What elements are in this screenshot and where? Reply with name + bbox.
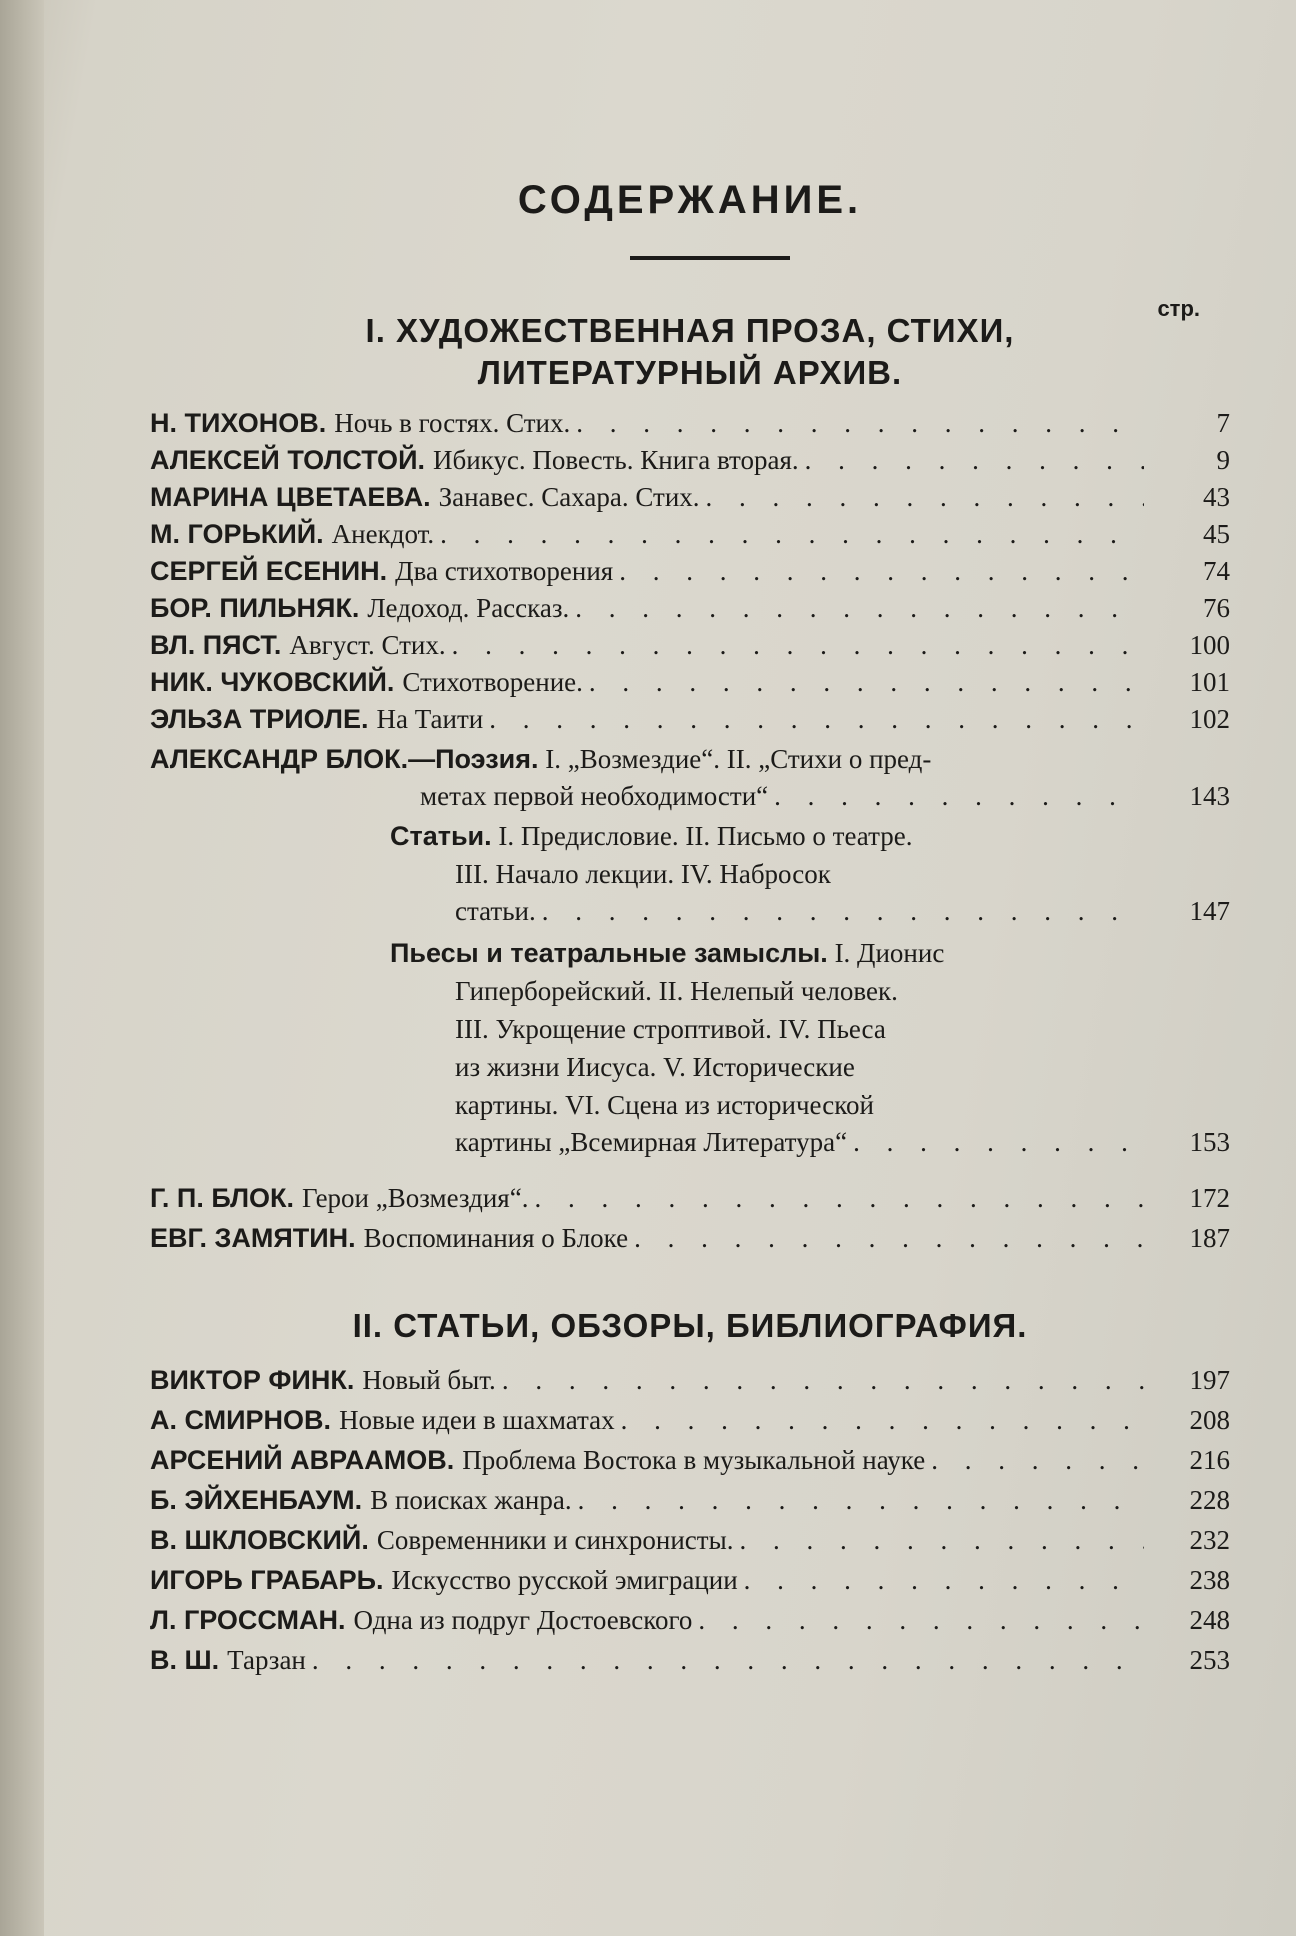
blok-poetry-line2: метах первой необходимости“ [420, 781, 769, 811]
toc-entry [150, 405, 1230, 442]
entry-page: 45 [1203, 519, 1230, 549]
entry-author: Б. ЭЙХЕНБАУМ. [150, 1485, 363, 1515]
blok-articles-line1: I. Предисловие. II. Письмо о театре. [498, 821, 913, 851]
blok-poetry-label: —Поэзия. [408, 744, 539, 774]
blok-plays [390, 934, 1080, 972]
entry-author: МАРИНА ЦВЕТАЕВА. [150, 482, 431, 512]
entry-author: СЕРГЕЙ ЕСЕНИН. [150, 556, 388, 586]
blok-articles-line3-row [455, 893, 1230, 930]
entry-author: ЭЛЬЗА ТРИОЛЕ. [150, 704, 369, 734]
entry-page: 74 [1203, 556, 1230, 586]
blok-articles-line3: статьи. [455, 896, 536, 926]
entry-author: ВИКТОР ФИНК. [150, 1365, 355, 1395]
dot-leader [805, 442, 1144, 479]
blok-articles-page: 147 [1189, 896, 1230, 926]
entry-author: В. ШКЛОВСКИЙ. [150, 1525, 369, 1555]
entry-title: Ибикус. Повесть. Книга вторая. [432, 445, 799, 475]
toc-entry [150, 627, 1230, 664]
entry-title: Анекдот. [331, 519, 435, 549]
entry-page: 232 [1189, 1525, 1230, 1555]
toc-entry [150, 1560, 1230, 1600]
dot-leader [440, 516, 1144, 553]
blok-plays-line6-row [455, 1124, 1230, 1161]
entry-title: В поисках жанра. [370, 1485, 572, 1515]
entry-page: 76 [1203, 593, 1230, 623]
toc-entry [150, 1360, 1230, 1400]
dot-leader [774, 778, 1144, 815]
entry-author: АРСЕНИЙ АВРААМОВ. [150, 1445, 455, 1475]
toc-entry [150, 590, 1230, 627]
blok-articles [390, 817, 1080, 855]
toc-entry [150, 664, 1230, 701]
blok-articles-line2: III. Начало лекции. IV. Набросок [455, 859, 831, 889]
toc-entry [150, 1400, 1230, 1440]
dot-leader [739, 1520, 1144, 1560]
section2-title: II. СТАТЬИ, ОБЗОРЫ, БИБЛИОГРАФИЯ. [352, 1307, 1028, 1344]
blok-entry [150, 740, 1230, 1161]
entry-title: На Таити [376, 704, 484, 734]
dot-leader [634, 1218, 1144, 1258]
entry-page: 43 [1203, 482, 1230, 512]
blok-plays-line6: картины „Всемирная Литература“ [455, 1127, 848, 1157]
blok-articles-label: Статьи. [390, 821, 492, 851]
section1-title-line2: ЛИТЕРАТУРНЫЙ АРХИВ. [477, 354, 903, 391]
dot-leader [589, 664, 1144, 701]
section1-entries-after [150, 1178, 1230, 1258]
toc-entry [150, 1440, 1230, 1480]
entry-page: 253 [1189, 1645, 1230, 1675]
entry-page: 9 [1216, 445, 1230, 475]
entry-author: БОР. ПИЛЬНЯК. [150, 593, 360, 623]
entry-page: 102 [1189, 704, 1230, 734]
blok-plays-line2: Гиперборейский. II. Нелепый человек. [455, 976, 898, 1006]
dot-leader [853, 1124, 1144, 1161]
entry-page: 101 [1189, 667, 1230, 697]
blok-plays-line5: картины. VI. Сцена из исторической [455, 1090, 874, 1120]
blok-plays-line3: III. Укрощение строптивой. IV. Пьеса [455, 1014, 886, 1044]
entry-title: Одна из подруг Достоевского [353, 1605, 693, 1635]
entry-author: М. ГОРЬКИЙ. [150, 519, 324, 549]
blok-plays-page: 153 [1189, 1127, 1230, 1157]
entry-title: Воспоминания о Блоке [363, 1223, 629, 1253]
dot-leader [931, 1440, 1144, 1480]
toc-entry [150, 1520, 1230, 1560]
dot-leader [706, 479, 1144, 516]
entry-title: Герои „Возмездия“. [302, 1183, 529, 1213]
dot-leader [578, 1480, 1144, 1520]
section1-title [150, 310, 1230, 394]
section2-entries [150, 1360, 1230, 1680]
entry-author: Г. П. БЛОК. [150, 1183, 295, 1213]
page-column-label: стр. [1157, 296, 1200, 321]
dot-leader [542, 893, 1144, 930]
entry-author: В. Ш. [150, 1645, 220, 1675]
blok-poetry-page: 143 [1189, 781, 1230, 811]
blok-author: АЛЕКСАНДР БЛОК. [150, 744, 409, 774]
entry-title: Ночь в гостях. Стих. [334, 408, 571, 438]
entry-author: А. СМИРНОВ. [150, 1405, 332, 1435]
entry-title: Два стихотворения [395, 556, 614, 586]
entry-page: 187 [1189, 1223, 1230, 1253]
entry-page: 208 [1189, 1405, 1230, 1435]
entry-title: Проблема Востока в музыкальной науке [462, 1445, 926, 1475]
entry-page: 197 [1189, 1365, 1230, 1395]
toc-entry [150, 553, 1230, 590]
entry-page: 172 [1189, 1183, 1230, 1213]
toc-entry [150, 1178, 1230, 1218]
entry-page: 100 [1189, 630, 1230, 660]
entry-author: НИК. ЧУКОВСКИЙ. [150, 667, 395, 697]
section1-entries [150, 405, 1230, 738]
blok-poetry [150, 740, 1080, 778]
page-heading: СОДЕРЖАНИЕ. [517, 178, 863, 222]
dot-leader [489, 701, 1144, 738]
dot-leader [452, 627, 1144, 664]
entry-title: Искусство русской эмиграции [391, 1565, 738, 1595]
heading-rule [630, 256, 790, 260]
dot-leader [619, 553, 1144, 590]
dot-leader [576, 405, 1144, 442]
entry-page: 216 [1189, 1445, 1230, 1475]
entry-title: Стихотворение. [402, 667, 583, 697]
toc-entry [150, 1600, 1230, 1640]
toc-entry [150, 1218, 1230, 1258]
dot-leader [698, 1600, 1144, 1640]
toc-entry [150, 442, 1230, 479]
dot-leader [502, 1360, 1144, 1400]
page-binding-edge [0, 0, 44, 1936]
blok-plays-label: Пьесы и театральные замыслы. [390, 938, 828, 968]
entry-author: Л. ГРОССМАН. [150, 1605, 346, 1635]
toc-entry [150, 1480, 1230, 1520]
toc-entry [150, 1640, 1230, 1680]
dot-leader [534, 1178, 1144, 1218]
blok-plays-line4: из жизни Иисуса. V. Исторические [455, 1052, 855, 1082]
entry-page: 7 [1216, 408, 1230, 438]
section1-title-line1: I. ХУДОЖЕСТВЕННАЯ ПРОЗА, СТИХИ, [365, 312, 1015, 349]
blok-poetry-line2-row [420, 778, 1230, 815]
entry-author: ИГОРЬ ГРАБАРЬ. [150, 1565, 384, 1595]
entry-title: Август. Стих. [289, 630, 446, 660]
blok-plays-line1: I. Дионис [834, 938, 945, 968]
dot-leader [312, 1640, 1144, 1680]
entry-title: Новый быт. [362, 1365, 496, 1395]
toc-entry [150, 479, 1230, 516]
entry-page: 238 [1189, 1565, 1230, 1595]
entry-page: 248 [1189, 1605, 1230, 1635]
dot-leader [575, 590, 1144, 627]
entry-author: ЕВГ. ЗАМЯТИН. [150, 1223, 356, 1253]
entry-title: Современники и синхронисты. [376, 1525, 734, 1555]
entry-author: ВЛ. ПЯСТ. [150, 630, 282, 660]
entry-title: Новые идеи в шахматах [339, 1405, 615, 1435]
entry-author: АЛЕКСЕЙ ТОЛСТОЙ. [150, 445, 425, 475]
toc-entry [150, 701, 1230, 738]
entry-author: Н. ТИХОНОВ. [150, 408, 327, 438]
entry-title: Тарзан [227, 1645, 306, 1675]
dot-leader [621, 1400, 1144, 1440]
toc-entry [150, 516, 1230, 553]
dot-leader [744, 1560, 1144, 1600]
entry-title: Ледоход. Рассказ. [367, 593, 570, 623]
blok-poetry-line1: I. „Возмездие“. II. „Стихи о пред- [545, 744, 932, 774]
entry-title: Занавес. Сахара. Стих. [438, 482, 700, 512]
entry-page: 228 [1189, 1485, 1230, 1515]
